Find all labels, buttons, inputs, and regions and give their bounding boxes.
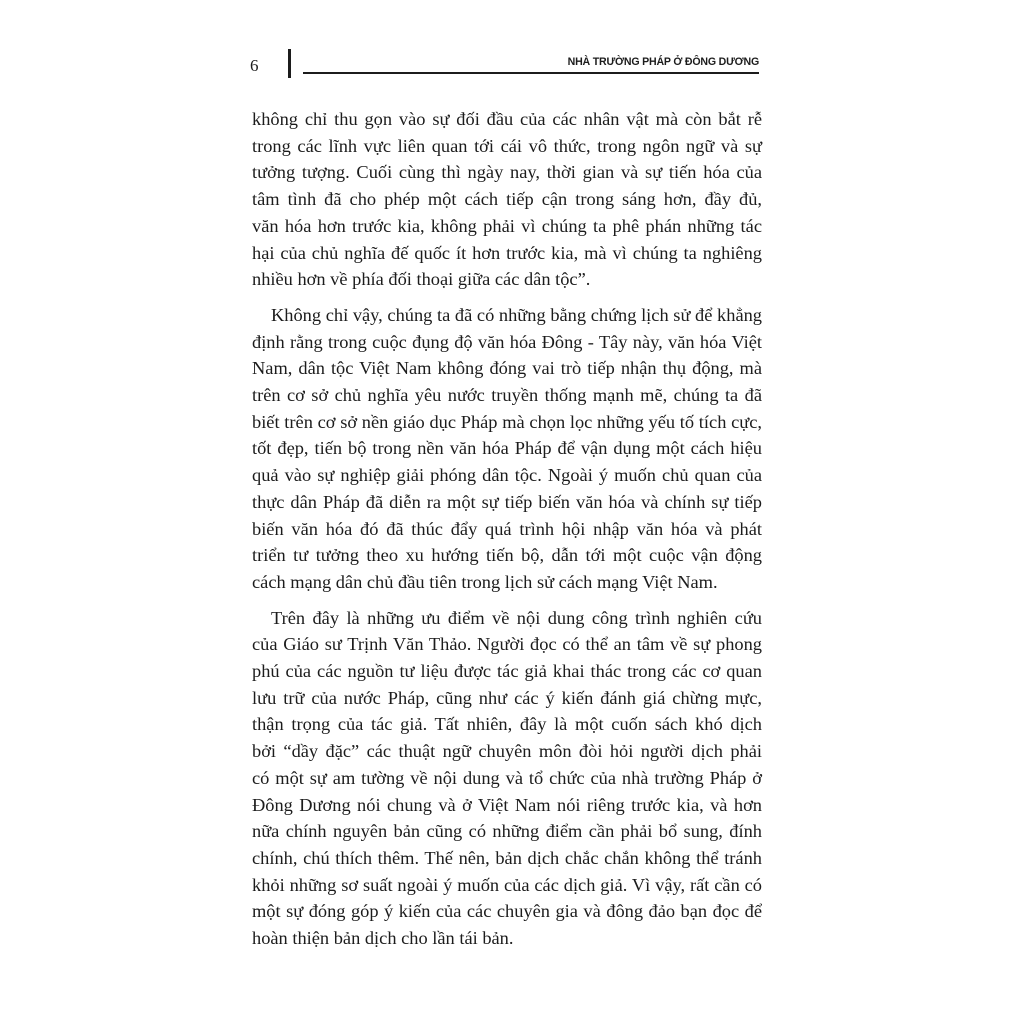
- paragraph-1: [252, 106, 762, 293]
- text-line: trên cơ sở chủ nghĩa yêu nước truyền thống mạnh mẽ, chúng ta đã: [252, 385, 762, 406]
- text-line: của Giáo sư Trịnh Văn Thảo. Người đọc có thể an tâm về sự phong: [252, 634, 762, 655]
- text-line: nữa chính nguyên bản cũng có những điểm cần phải bổ sung, đính: [252, 821, 762, 842]
- text-line: quả vào sự nghiệp giải phóng dân tộc. Ngoài ý muốn chủ quan của: [252, 465, 762, 486]
- paragraph-2: [252, 302, 762, 596]
- text-line: Đông Dương nói chung và ở Việt Nam nói riêng trước kia, và hơn: [252, 794, 762, 815]
- text-line: thực dân Pháp đã diễn ra một sự tiếp biến văn hóa và chính sự tiếp: [252, 491, 762, 512]
- text-line: khỏi những sơ suất ngoài ý muốn của các dịch giả. Vì vậy, rất cần có: [252, 874, 762, 895]
- text-line: trong các lĩnh vực liên quan tới cái vô thức, trong ngôn ngữ và sự: [252, 135, 762, 156]
- text-line: một sự đóng góp ý kiến của các chuyên gia và đông đảo bạn đọc để: [252, 901, 762, 922]
- text-line: chính, chú thích thêm. Thế nên, bản dịch chắc chắn không thể tránh: [252, 847, 762, 868]
- page-number: 6: [250, 56, 259, 75]
- text-line: biến văn hóa đó đã thúc đẩy quá trình hội nhập văn hóa và phát: [252, 518, 762, 539]
- text-line: Không chỉ vậy, chúng ta đã có những bằng chứng lịch sử để khẳng: [271, 304, 762, 325]
- text-line: cách mạng dân chủ đầu tiên trong lịch sử cách mạng Việt Nam.: [252, 571, 718, 592]
- text-line: tâm tình đã cho phép một cách tiếp cận trong sáng hơn, đầy đủ,: [252, 189, 762, 210]
- running-head-title: NHÀ TRƯỜNG PHÁP Ở ĐÔNG DƯƠNG: [567, 56, 759, 68]
- text-line: lưu trữ của nước Pháp, cũng như các ý kiến đánh giá chừng mực,: [252, 687, 762, 708]
- text-line: không chỉ thu gọn vào sự đối đầu của các nhân vật mà còn bắt rễ: [252, 109, 762, 129]
- text-line: triển tư tưởng theo xu hướng tiến bộ, dẫn tới một cuộc vận động: [252, 545, 762, 566]
- text-line: nhiều hơn về phía đối thoại giữa các dân tộc”.: [252, 269, 591, 290]
- text-line: Trên đây là những ưu điểm về nội dung công trình nghiên cứu: [271, 607, 762, 628]
- text-line: hoàn thiện bản dịch cho lần tái bản.: [252, 928, 514, 949]
- text-line: văn hóa hơn trước kia, không phải vì chúng ta phê phán những tác: [252, 215, 762, 236]
- text-line: bởi “dầy đặc” các thuật ngữ chuyên môn đòi hỏi người dịch phải: [252, 741, 762, 762]
- header-divider-bar: [288, 49, 291, 78]
- paragraph-3: [252, 605, 762, 952]
- text-line: biết trên cơ sở nền giáo dục Pháp mà chọn lọc những yếu tố tích cực,: [252, 411, 762, 432]
- text-line: hại của chủ nghĩa đế quốc ít hơn trước kia, mà vì chúng ta nghiêng: [252, 242, 762, 263]
- text-line: phú của các nguồn tư liệu được tác giả khai thác trong các cơ quan: [252, 661, 762, 682]
- text-line: tưởng tượng. Cuối cùng thì ngày nay, thời gian và sự tiến hóa của: [252, 162, 762, 183]
- text-line: thận trọng của tác giả. Tất nhiên, đây là một cuốn sách khó dịch: [252, 714, 762, 735]
- text-line: có một sự am tường về nội dung và tổ chức của nhà trường Pháp ở: [252, 767, 762, 788]
- header-rule-line: [303, 72, 759, 74]
- text-line: định rằng trong cuộc đụng độ văn hóa Đông - Tây này, văn hóa Việt: [252, 331, 762, 352]
- body-text: [252, 106, 762, 961]
- text-line: Nam, dân tộc Việt Nam không đóng vai trò tiếp nhận thụ động, mà: [252, 358, 762, 379]
- text-line: tốt đẹp, tiến bộ trong nền văn hóa Pháp để vận dụng một cách hiệu: [252, 438, 762, 459]
